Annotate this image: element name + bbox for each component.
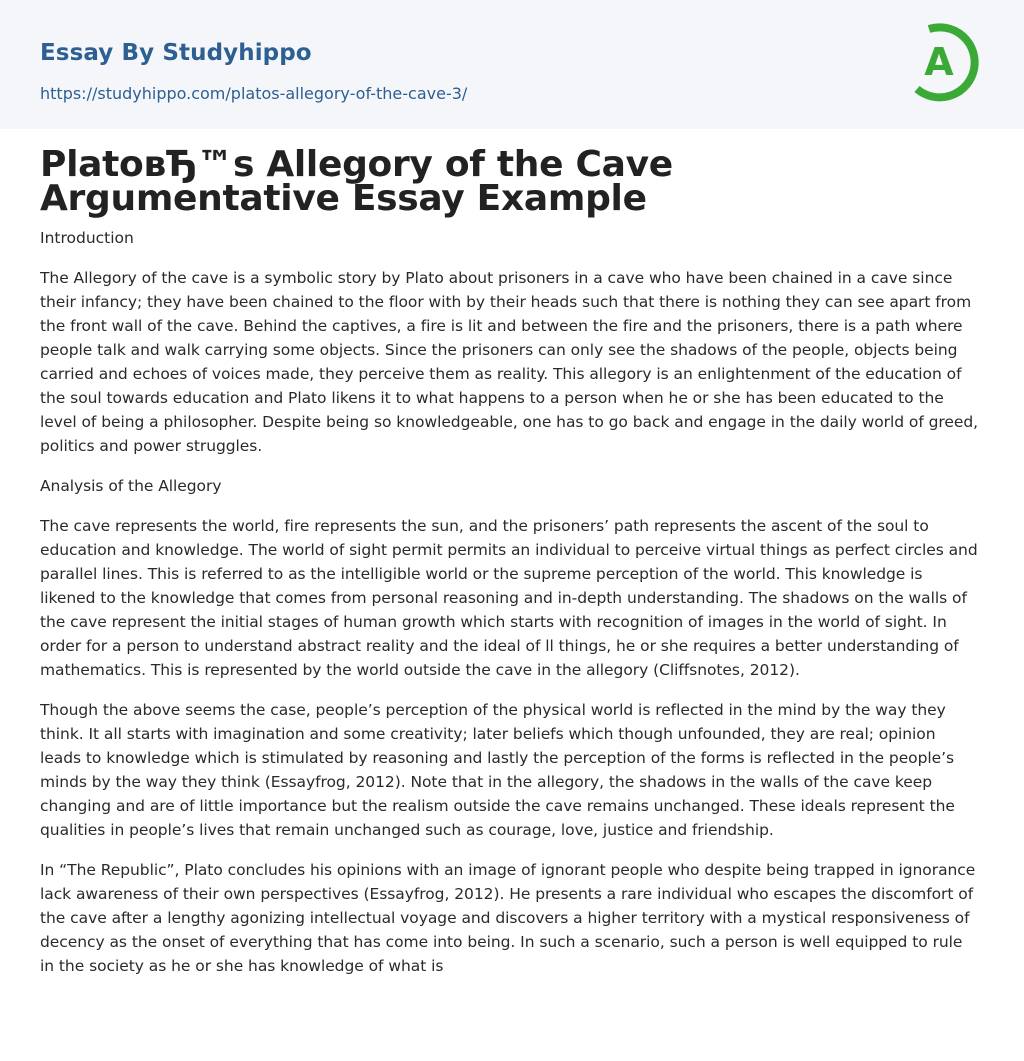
studyhippo-logo-icon[interactable]	[906, 18, 990, 104]
site-header	[0, 0, 1024, 129]
paragraph-1: The Allegory of the cave is a symbolic story by Plato about prisoners in a cave who have been chained in a cave since their infancy; they have been chained to the floor with by their heads such that there is nothing they can see apart from the front wall of the cave. Behind the captives, a fire is lit and between the fire and the prisoners, there is a path where people talk and walk carrying some objects. Since the prisoners can only see the shadows of the people, objects being carried and echoes of voices made, they perceive them as reality. This allegory is an enlightenment of the education of the soul towards education and Plato likens it to what happens to a person when he or she has been educated to the level of being a philosopher. Despite being so knowledgeable, one has to go back and engage in the daily world of greed, politics and power struggles.	[40, 269, 979, 455]
analysis-heading: Analysis of the Allegory	[40, 477, 222, 495]
paragraph-3: Though the above seems the case, people’s perception of the physical world is reflected in the mind by the way they think. It all starts with imagination and some creativity; later beliefs which though unfounded, they are real; opinion leads to knowledge which is stimulated by reasoning and lastly the perception of the forms is reflected in the people’s minds by the way they think (Essayfrog, 2012). Note that in the allegory, the shadows in the walls of the cave keep changing and are of little importance but the realism outside the cave remains unchanged. These ideals represent the qualities in people’s lives that remain unchanged such as courage, love, justice and friendship.	[40, 701, 955, 839]
intro-heading: Introduction	[40, 229, 134, 247]
logo-letter: A	[924, 40, 954, 84]
source-url-link[interactable]: https://studyhippo.com/platos-allegory-of-the-cave-3/	[40, 84, 468, 103]
article-content	[40, 144, 980, 978]
paragraph-2: The cave represents the world, fire represents the sun, and the prisoners’ path represents the ascent of the soul to education and knowledge. The world of sight permit permits an individual to perceive virtual things as perfect circles and parallel lines. This is referred to as the intelligible world or the supreme perception of the world. This knowledge is likened to the knowledge that comes from personal reasoning and in-depth understanding. The shadows on the walls of the cave represent the initial stages of human growth which starts with recognition of images in the world of sight. In order for a person to understand abstract reality and the ideal of ll things, he or she requires a better understanding of mathematics. This is represented by the world outside the cave in the allegory (Cliffsnotes, 2012).	[40, 517, 978, 679]
paragraph-4: In “The Republic”, Plato concludes his opinions with an image of ignorant people who despite being trapped in ignorance lack awareness of their own perspectives (Essayfrog, 2012). He presents a rare individual who escapes the discomfort of the cave after a lengthy agonizing intellectual voyage and discovers a higher territory with a mystical responsiveness of decency as the onset of everything that has come into being. In such a scenario, such a person is well equipped to rule in the society as he or she has knowledge of what is	[40, 861, 976, 975]
page-title: PlatoвЂ™s Allegory of the Cave Argumentative Essay Example	[40, 144, 673, 219]
site-title[interactable]: Essay By Studyhippo	[40, 40, 312, 66]
